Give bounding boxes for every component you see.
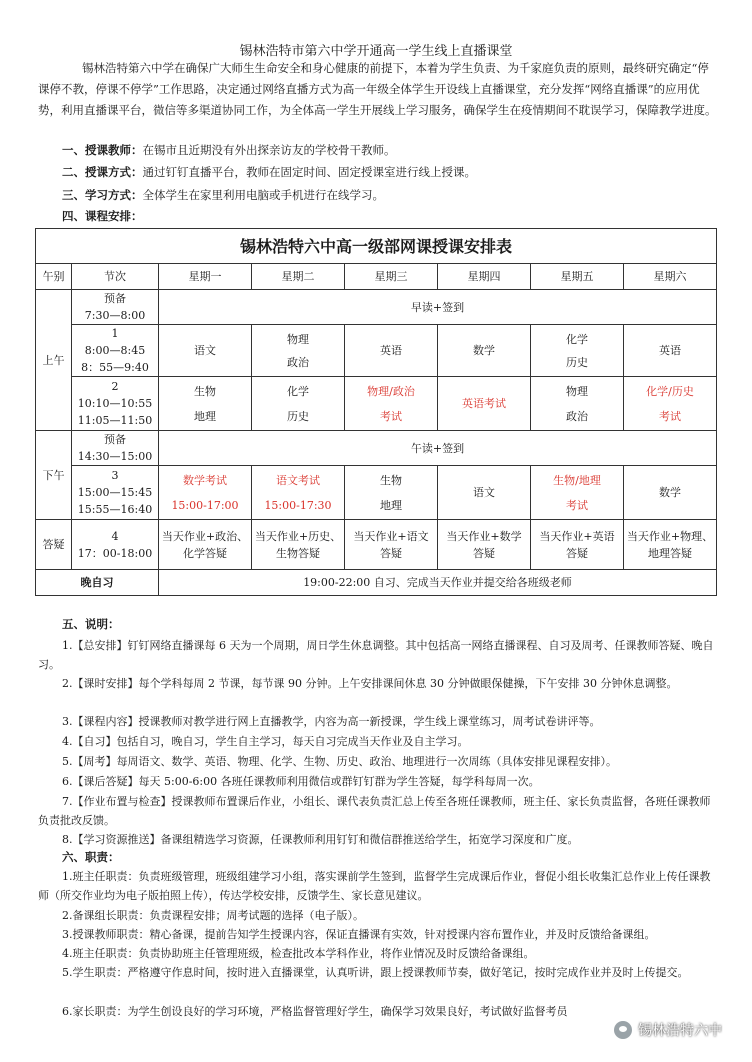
table-row — [36, 377, 717, 431]
note-item: 2.【课时安排】每个学科每周 2 节课，每节课 90 分钟。上午安排课间休息 30 分钟做眼保健操，下午安排 30 分钟休息调整。 — [62, 677, 678, 690]
period-cell: 4 17：00-18:00 — [72, 520, 159, 570]
item-text: 全体学生在家里利用电脑或手机进行在线学习。 — [142, 188, 384, 202]
item-teachers — [62, 141, 396, 159]
item-head: 三、学习方式： — [62, 188, 143, 202]
schedule-title: 锡林浩特六中高一级部网课授课安排表 — [36, 229, 717, 264]
morning-reading: 早读+签到 — [159, 290, 717, 325]
note-item: 4.【自习】包括自习，晚自习，学生自主学习，每天自习完成当天作业及自主学习。 — [62, 735, 469, 748]
period-cell: 3 15:00—15:45 15:55—16:40 — [72, 466, 159, 520]
class-cell: 物理 政治 — [252, 325, 345, 377]
table-row — [36, 325, 717, 377]
wechat-account-icon — [614, 1021, 632, 1039]
item-head: 一、授课教师： — [62, 143, 143, 157]
period-cell: 1 8:00—8:45 8：55—9:40 — [72, 325, 159, 377]
period-cell: 预备 7:30—8:00 — [72, 290, 159, 325]
col-header: 节次 — [72, 264, 159, 290]
intro-paragraph: 锡林浩特第六中学在确保广大师生生命安全和身心健康的前提下，本着为学生负责、为千家庭负责的原则，最终研究确定“停课停不教，停课不停学”工作思路，决定通过网络直播方式为高一年级全体学生开设线上直播课堂，充分发挥“网络直播课”的应用优势，利用直播课平台，微信等多渠道协同工作，为全体高一学生开展线上学习服务，确保学生在疫情期间不耽误学习，保障教学进度。 — [38, 61, 717, 117]
exam-cell: 生物/地理 考试 — [531, 466, 624, 520]
note-item: 1.【总安排】钉钉网络直播课每 6 天为一个周期，周日学生休息调整。其中包括高一网络直播课程、自习及周考、任课教师答疑、晚自习。 — [38, 639, 714, 671]
col-header: 星期六 — [624, 264, 717, 290]
class-cell: 英语 — [345, 325, 438, 377]
period-cell: 2 10:10—10:55 11:05—11:50 — [72, 377, 159, 431]
item-head: 四、课程安排： — [62, 209, 143, 223]
item-head: 二、授课方式： — [62, 165, 143, 179]
class-cell: 英语 — [624, 325, 717, 377]
notes-heading: 五、说明： — [62, 617, 120, 631]
class-cell: 生物 地理 — [345, 466, 438, 520]
evening-study: 19:00-22:00 自习、完成当天作业并提交给各班级老师 — [159, 570, 717, 596]
header-row — [36, 264, 717, 290]
schedule-table — [35, 228, 717, 596]
duties-heading: 六、职责： — [62, 850, 120, 864]
watermark — [614, 1020, 722, 1040]
evening-label: 晚自习 — [36, 570, 159, 596]
exam-cell: 物理/政治 考试 — [345, 377, 438, 431]
table-row — [36, 466, 717, 520]
table-row — [36, 431, 717, 466]
table-row — [36, 520, 717, 570]
item-schedule-head — [62, 207, 143, 225]
col-header: 星期一 — [159, 264, 252, 290]
note-item: 5.【周考】每周语文、数学、英语、物理、化学、生物、历史、政治、地理进行一次周练（具体安排见课程安排）。 — [62, 755, 617, 768]
noon-reading: 午读+签到 — [159, 431, 717, 466]
duty-item: 3.授课教师职责：精心备课，提前告知学生授课内容，保证直播课有实效，针对授课内容布置作业，并及时反馈给备课组。 — [62, 928, 656, 941]
watermark-text: 锡林浩特六中 — [638, 1023, 722, 1039]
pm-label: 下午 — [36, 431, 72, 520]
class-cell: 数学 — [438, 325, 531, 377]
schedule-table-wrapper — [35, 228, 716, 596]
note-item: 6.【课后答疑】每天 5:00-6:00 各班任课教师利用微信或群钉钉群为学生答疑，每学科每周一次。 — [62, 775, 540, 788]
item-learning — [62, 186, 384, 204]
qa-cell: 当天作业+英语 答疑 — [531, 520, 624, 570]
qa-label: 答疑 — [36, 520, 72, 570]
qa-cell: 当天作业+数学 答疑 — [438, 520, 531, 570]
col-header: 星期三 — [345, 264, 438, 290]
table-row — [36, 570, 717, 596]
duty-item: 4.班主任职责：负责协助班主任管理班级，检查批改本学科作业，将作业情况及时反馈给备课组。 — [62, 947, 535, 960]
class-cell: 语文 — [159, 325, 252, 377]
note-item: 8.【学习资源推送】备课组精选学习资源，任课教师利用钉钉和微信群推送给学生，拓宽学习深度和广度。 — [62, 833, 579, 846]
duty-item: 5.学生职责：严格遵守作息时间，按时进入直播课堂，认真听讲，跟上授课教师节奏，做好笔记，按时完成作业并及时上传提交。 — [62, 966, 689, 979]
class-cell: 物理 政治 — [531, 377, 624, 431]
class-cell: 化学 历史 — [252, 377, 345, 431]
exam-cell: 语文考试 15:00-17:30 — [252, 466, 345, 520]
col-header: 星期四 — [438, 264, 531, 290]
class-cell: 化学 历史 — [531, 325, 624, 377]
col-header: 星期二 — [252, 264, 345, 290]
exam-cell: 英语考试 — [438, 377, 531, 431]
item-method — [62, 163, 476, 181]
qa-cell: 当天作业+历史、 生物答疑 — [252, 520, 345, 570]
note-item: 7.【作业布置与检查】授课教师布置课后作业，小组长、课代表负责汇总上传至各班任课教师，班主任、家长负责监督，各班任课教师负责批改反馈。 — [38, 795, 711, 827]
col-header: 午别 — [36, 264, 72, 290]
table-row — [36, 290, 717, 325]
col-header: 星期五 — [531, 264, 624, 290]
item-text: 在锡市且近期没有外出探亲访友的学校骨干教师。 — [142, 143, 396, 157]
class-cell: 生物 地理 — [159, 377, 252, 431]
duty-item: 2.备课组长职责：负责课程安排；周考试题的选择（电子版）。 — [62, 909, 364, 922]
class-cell: 语文 — [438, 466, 531, 520]
period-cell: 预备 14:30—15:00 — [72, 431, 159, 466]
am-label: 上午 — [36, 290, 72, 431]
class-cell: 数学 — [624, 466, 717, 520]
item-text: 通过钉钉直播平台，教师在固定时间、固定授课室进行线上授课。 — [142, 165, 476, 179]
note-item: 3.【课程内容】授课教师对教学进行网上直播教学，内容为高一新授课，学生线上课堂练习，周考试卷讲评等。 — [62, 715, 601, 728]
duty-item: 6.家长职责：为学生创设良好的学习环境，严格监督管理好学生，确保学习效果良好，考试做好监督考员 — [62, 1005, 568, 1018]
qa-cell: 当天作业+政治、 化学答疑 — [159, 520, 252, 570]
qa-cell: 当天作业+语文 答疑 — [345, 520, 438, 570]
exam-cell: 数学考试 15:00-17:00 — [159, 466, 252, 520]
qa-cell: 当天作业+物理、 地理答疑 — [624, 520, 717, 570]
page-title: 锡林浩特市第六中学开通高一学生线上直播课堂 — [239, 44, 513, 59]
exam-cell: 化学/历史 考试 — [624, 377, 717, 431]
duty-item: 1.班主任职责：负责班级管理，班级组建学习小组，落实课前学生签到，监督学生完成课后作业，督促小组长收集汇总作业上传任课教师（所交作业均为电子版拍照上传），传达学校安排，反馈学生、家长意见建议。 — [38, 870, 711, 902]
